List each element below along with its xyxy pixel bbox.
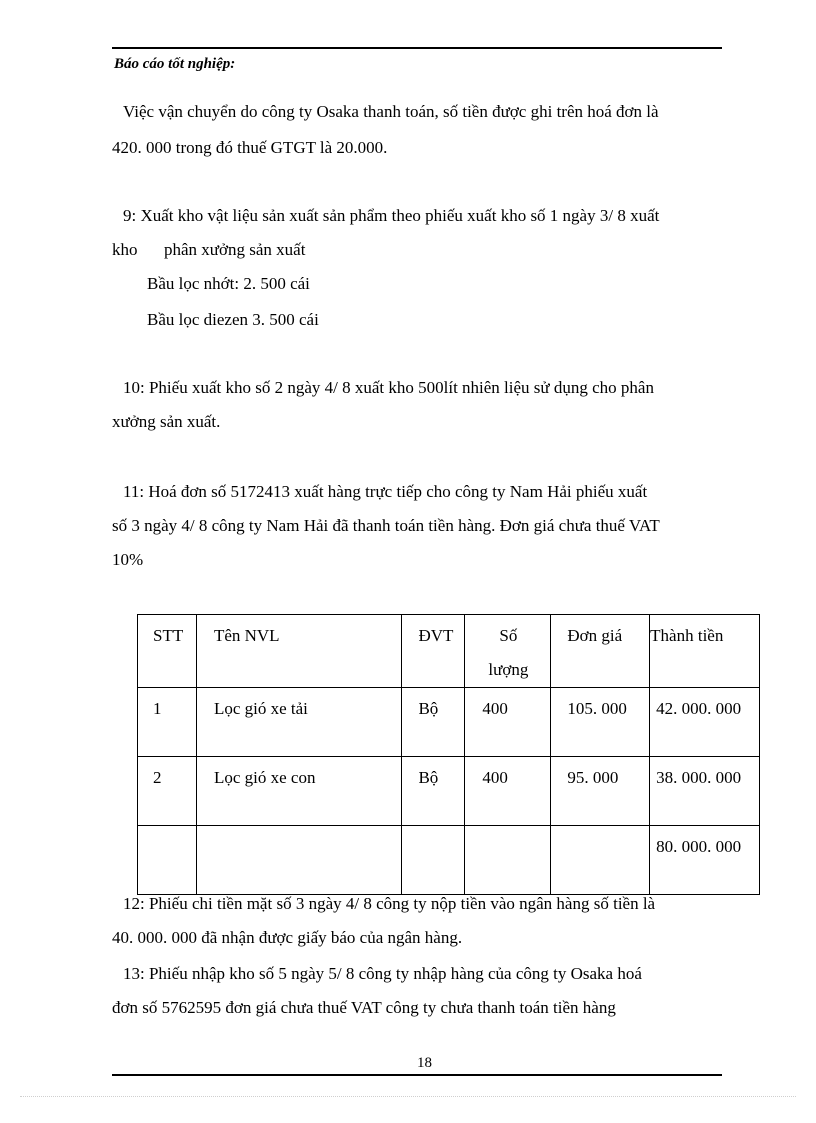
page-edge-dotted-line [20,1096,796,1097]
cell-so-luong: 400 [465,688,551,757]
cell-stt: 2 [138,757,197,826]
cell-ten-nvl: Lọc gió xe con [196,757,402,826]
paragraph-line: 10: Phiếu xuất kho số 2 ngày 4/ 8 xuất kho 500lít nhiên liệu sử dụng cho phân [123,378,654,397]
paragraph-line: phân xưởng sản xuất [164,240,306,259]
col-header-dvt: ĐVT [402,615,465,688]
table-total-row [138,826,760,895]
col-header-so-luong: Số lượng [465,615,551,688]
paragraph-line: kho [112,240,138,259]
paragraph-line: xưởng sản xuất. [112,412,221,431]
paragraph-line: đơn số 5762595 đơn giá chưa thuế VAT công ty chưa thanh toán tiền hàng [112,998,616,1017]
col-header-ten-nvl: Tên NVL [196,615,402,688]
cell-dvt: Bộ [402,757,465,826]
page-number: 18 [417,1055,432,1071]
table-header-row [138,615,760,688]
cell-thanh-tien-total: 80. 000. 000 [650,826,760,895]
list-item: Bầu lọc nhớt: 2. 500 cái [147,274,310,293]
cell-don-gia: 95. 000 [551,757,650,826]
cell-so-luong [465,826,551,895]
paragraph-line: 10% [112,550,144,569]
table-row [138,688,760,757]
cell-don-gia: 105. 000 [551,688,650,757]
cell-ten-nvl: Lọc gió xe tải [196,688,402,757]
materials-table [137,614,760,895]
cell-thanh-tien: 38. 000. 000 [650,757,760,826]
paragraph-line: 13: Phiếu nhập kho số 5 ngày 5/ 8 công ty nhập hàng của công ty Osaka hoá [123,964,642,983]
footer-rule [112,1074,722,1076]
col-header-don-gia: Đơn giá [551,615,650,688]
cell-dvt [402,826,465,895]
header-title: Báo cáo tốt nghiệp: [114,56,236,72]
cell-dvt: Bộ [402,688,465,757]
cell-so-luong: 400 [465,757,551,826]
col-header-stt: STT [138,615,197,688]
col-header-thanh-tien: Thành tiền [650,615,760,688]
list-item: Bầu lọc diezen 3. 500 cái [147,310,319,329]
paragraph-line: 11: Hoá đơn số 5172413 xuất hàng trực tiếp cho công ty Nam Hải phiếu xuất [123,482,648,501]
cell-stt: 1 [138,688,197,757]
paragraph-line: 9: Xuất kho vật liệu sản xuất sản phẩm theo phiếu xuất kho số 1 ngày 3/ 8 xuất [123,206,660,225]
cell-ten-nvl [196,826,402,895]
cell-stt [138,826,197,895]
paragraph-line: 12: Phiếu chi tiền mặt số 3 ngày 4/ 8 công ty nộp tiền vào ngân hàng số tiền là [123,894,656,913]
paragraph-line: 420. 000 trong đó thuế GTGT là 20.000. [112,138,388,157]
cell-don-gia [551,826,650,895]
paragraph-line: 40. 000. 000 đã nhận được giấy báo của ngân hàng. [112,928,463,947]
table-row [138,757,760,826]
header-rule [112,47,722,49]
paragraph-line: Việc vận chuyển do công ty Osaka thanh toán, số tiền được ghi trên hoá đơn là [123,102,659,121]
paragraph-line: số 3 ngày 4/ 8 công ty Nam Hải đã thanh toán tiền hàng. Đơn giá chưa thuế VAT [112,516,660,535]
cell-thanh-tien: 42. 000. 000 [650,688,760,757]
